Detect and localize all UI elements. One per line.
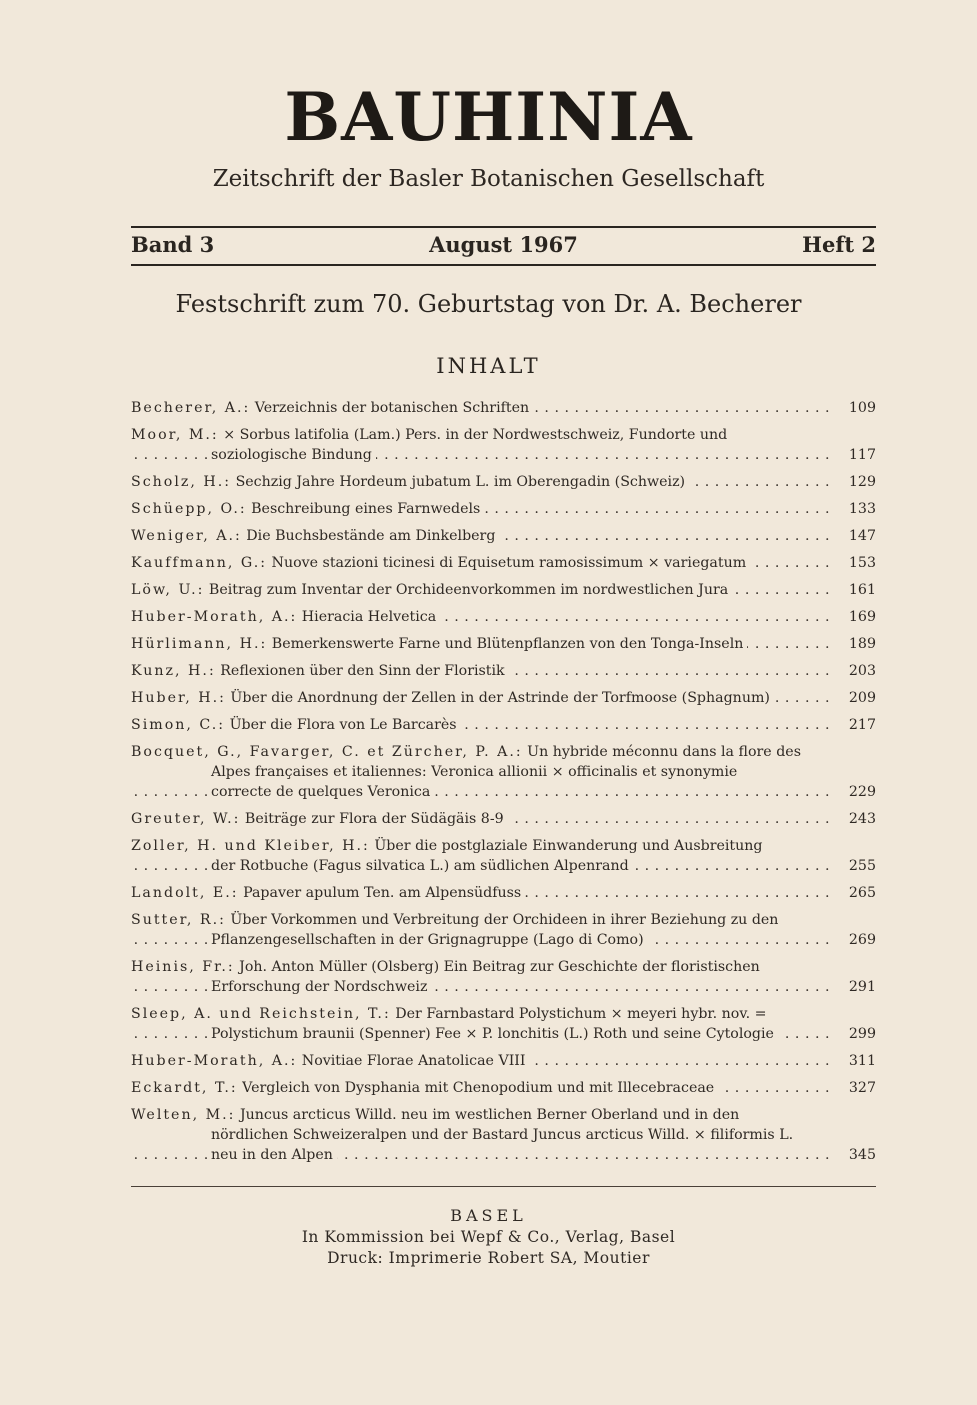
toc-page-number: 169 — [836, 607, 876, 627]
toc-entry — [131, 910, 876, 950]
toc-entry-line — [131, 782, 876, 802]
toc-entry-line — [131, 809, 876, 829]
toc-title: Über Vorkommen und Verbreitung der Orchideen in ihrer Beziehung zu den — [230, 912, 779, 928]
toc-title: Alpes françaises et italiennes: Veronica allionii × officinalis et synonymie — [211, 764, 738, 780]
toc-entry — [131, 1078, 876, 1098]
toc-author: Becherer, A.: — [131, 400, 251, 416]
toc-entry-line — [131, 1145, 876, 1165]
toc-entry-text — [211, 1127, 793, 1143]
toc-entry-text — [131, 663, 509, 679]
toc-page-number: 291 — [836, 977, 876, 997]
toc-title: Beiträge zur Flora der Südägäis 8-9 — [244, 811, 504, 827]
toc-title: Über die Anordnung der Zellen in der Astrinde der Torfmoose (Sphagnum) — [230, 690, 770, 706]
toc-page-number: 117 — [836, 445, 876, 465]
toc-entry-text — [131, 555, 750, 571]
toc-entry — [131, 553, 876, 573]
toc-author: Kauffmann, G.: — [131, 555, 268, 571]
toc-page-number: 243 — [836, 809, 876, 829]
journal-subtitle: Zeitschrift der Basler Botanischen Gesellschaft — [212, 166, 765, 192]
toc-title: Erforschung der Nordschweiz — [211, 979, 428, 995]
heft-number: Heft 2 — [802, 232, 876, 257]
toc-entry-text — [131, 528, 499, 544]
top-rule — [131, 226, 876, 228]
toc-entry — [131, 957, 876, 997]
toc-entry-line — [131, 398, 876, 418]
toc-entry-text — [131, 582, 732, 598]
toc-page-number: 269 — [836, 930, 876, 950]
toc-title: nördlichen Schweizeralpen und der Bastard Juncus arcticus Willd. × filiformis L. — [211, 1127, 794, 1143]
toc-author: Sleep, A. und Reichstein, T.: — [131, 1006, 391, 1022]
toc-entry-line — [131, 526, 876, 546]
imprint-commission: In Kommission bei Wepf & Co., Verlag, Basel — [301, 1228, 676, 1246]
toc-page-number: 189 — [836, 634, 876, 654]
toc-entry-text — [211, 447, 376, 463]
toc-entry-text — [211, 979, 431, 995]
toc-title: Die Buchsbestände am Dinkelberg — [246, 528, 496, 544]
toc-entry-text — [211, 858, 633, 874]
issue-date: August 1967 — [429, 232, 578, 257]
toc-title: Der Farnbastard Polystichum × meyeri hybr. nov. = — [395, 1006, 767, 1022]
toc-entry — [131, 883, 876, 903]
toc-entry-line — [131, 425, 876, 445]
toc-entry — [131, 1105, 876, 1165]
table-of-contents — [131, 398, 876, 1172]
toc-page-number: 265 — [836, 883, 876, 903]
toc-entry-text — [211, 1026, 778, 1042]
toc-entry-text — [131, 427, 727, 443]
toc-entry-line — [131, 883, 876, 903]
toc-author: Simon, C.: — [131, 717, 226, 733]
toc-title: Un hybride méconnu dans la flore des — [527, 744, 801, 760]
toc-title: Polystichum braunii (Spenner) Fee × P. lonchitis (L.) Roth und seine Cytologie — [211, 1026, 774, 1042]
toc-entry-text — [131, 690, 774, 706]
toc-page-number: 129 — [836, 472, 876, 492]
toc-page-number: 327 — [836, 1078, 876, 1098]
imprint-printer: Druck: Imprimerie Robert SA, Moutier — [327, 1249, 650, 1267]
toc-title: Joh. Anton Müller (Olsberg) Ein Beitrag zur Geschichte der floristischen — [239, 959, 760, 975]
toc-entry-line — [131, 977, 876, 997]
toc-title: Juncus arcticus Willd. neu im westlichen Berner Oberland und in den — [239, 1107, 740, 1123]
toc-title: Reflexionen über den Sinn der Floristik — [220, 663, 505, 679]
festschrift-heading: Festschrift zum 70. Geburtstag von Dr. A. Becherer — [175, 290, 802, 318]
toc-entry-text — [211, 1147, 337, 1163]
toc-title: Beschreibung eines Farnwedels — [251, 501, 481, 517]
footer-rule — [131, 1186, 876, 1187]
toc-author: Eckardt, T.: — [131, 1080, 238, 1096]
toc-entry-text — [131, 885, 525, 901]
toc-entry — [131, 809, 876, 829]
toc-author: Moor, M.: — [131, 427, 219, 443]
imprint-city: BASEL — [450, 1206, 527, 1225]
toc-entry-text — [211, 764, 737, 780]
toc-page-number: 109 — [836, 398, 876, 418]
toc-entry-line — [131, 634, 876, 654]
toc-entry-line — [131, 499, 876, 519]
toc-page-number: 147 — [836, 526, 876, 546]
toc-entry — [131, 661, 876, 681]
toc-title: Papaver apulum Ten. am Alpensüdfuss — [243, 885, 522, 901]
toc-entry-text — [131, 1080, 718, 1096]
toc-entry-line — [131, 762, 876, 782]
toc-title: × Sorbus latifolia (Lam.) Pers. in der Nordwestschweiz, Fundorte und — [223, 427, 728, 443]
toc-page-number: 345 — [836, 1145, 876, 1165]
toc-entry-line — [131, 1004, 876, 1024]
toc-entry-line — [131, 607, 876, 627]
toc-title: Hieracia Helvetica — [301, 609, 437, 625]
toc-page-number: 217 — [836, 715, 876, 735]
toc-entry-text — [131, 636, 747, 652]
toc-title: der Rotbuche (Fagus silvatica L.) am südlichen Alpenrand — [211, 858, 629, 874]
toc-title: Sechzig Jahre Hordeum jubatum L. im Oberengadin (Schweiz) — [235, 474, 686, 490]
toc-entry — [131, 580, 876, 600]
toc-entry — [131, 425, 876, 465]
toc-entry-line — [131, 553, 876, 573]
toc-author: Landolt, E.: — [131, 885, 239, 901]
toc-author: Schüepp, O.: — [131, 501, 247, 517]
toc-page-number: 161 — [836, 580, 876, 600]
toc-entry-line — [131, 472, 876, 492]
toc-title: Beitrag zum Inventar der Orchideenvorkommen im nordwestlichen Jura — [208, 582, 729, 598]
toc-entry-text — [131, 717, 461, 733]
toc-author: Sutter, R.: — [131, 912, 226, 928]
toc-author: Huber, H.: — [131, 690, 226, 706]
toc-entry-text — [131, 912, 778, 928]
toc-entry-text — [211, 784, 434, 800]
toc-page-number: 209 — [836, 688, 876, 708]
toc-entry-line — [131, 661, 876, 681]
journal-title: BAUHINIA — [284, 78, 693, 156]
toc-entry — [131, 836, 876, 876]
toc-author: Löw, U.: — [131, 582, 205, 598]
toc-entry-line — [131, 688, 876, 708]
toc-title: Nuove stazioni ticinesi di Equisetum ramosissimum × variegatum — [271, 555, 747, 571]
toc-page-number: 133 — [836, 499, 876, 519]
toc-entry — [131, 607, 876, 627]
toc-entry-line — [131, 742, 876, 762]
toc-entry-text — [131, 1053, 530, 1069]
toc-entry-line — [131, 1078, 876, 1098]
toc-entry — [131, 715, 876, 735]
toc-entry-line — [131, 910, 876, 930]
toc-entry-text — [131, 400, 533, 416]
toc-entry-line — [131, 836, 876, 856]
toc-entry — [131, 1004, 876, 1044]
toc-entry-line — [131, 1024, 876, 1044]
toc-author: Kunz, H.: — [131, 663, 216, 679]
toc-author: Huber-Morath, A.: — [131, 609, 298, 625]
toc-entry-line — [131, 580, 876, 600]
toc-title: Novitiae Florae Anatolicae VIII — [301, 1053, 526, 1069]
toc-entry-text — [131, 811, 508, 827]
toc-entry — [131, 688, 876, 708]
toc-title: Über die Flora von Le Barcarès — [229, 717, 457, 733]
toc-entry-text — [131, 838, 762, 854]
toc-page-number: 203 — [836, 661, 876, 681]
toc-author: Weniger, A.: — [131, 528, 242, 544]
toc-page-number: 153 — [836, 553, 876, 573]
toc-entry-text — [131, 474, 689, 490]
toc-title: Verzeichnis der botanischen Schriften — [254, 400, 530, 416]
toc-entry-text — [131, 1107, 739, 1123]
toc-entry-line — [131, 445, 876, 465]
toc-author: Huber-Morath, A.: — [131, 1053, 298, 1069]
toc-entry-text — [131, 744, 801, 760]
toc-entry-line — [131, 957, 876, 977]
toc-author: Zoller, H. und Kleiber, H.: — [131, 838, 370, 854]
toc-page-number: 299 — [836, 1024, 876, 1044]
toc-entry-line — [131, 930, 876, 950]
toc-page-number: 311 — [836, 1051, 876, 1071]
toc-author: Greuter, W.: — [131, 811, 241, 827]
toc-page-number: 255 — [836, 856, 876, 876]
toc-entry-line — [131, 1125, 876, 1145]
contents-heading: INHALT — [436, 354, 541, 378]
toc-title: correcte de quelques Veronica — [211, 784, 431, 800]
toc-entry-text — [131, 501, 484, 517]
toc-title: Pflanzengesellschaften in der Grignagruppe (Lago di Como) — [211, 932, 644, 948]
toc-entry-text — [131, 609, 440, 625]
toc-entry — [131, 526, 876, 546]
toc-author: Heinis, Fr.: — [131, 959, 235, 975]
toc-entry-line — [131, 715, 876, 735]
toc-author: Welten, M.: — [131, 1107, 236, 1123]
band-number: Band 3 — [131, 232, 215, 257]
issue-info-bar — [131, 232, 876, 260]
toc-title: Bemerkenswerte Farne und Blütenpflanzen von den Tonga-Inseln — [271, 636, 744, 652]
toc-title: soziologische Bindung — [211, 447, 372, 463]
toc-entry — [131, 499, 876, 519]
toc-author: Scholz, H.: — [131, 474, 232, 490]
toc-entry-line — [131, 856, 876, 876]
toc-title: neu in den Alpen — [211, 1147, 333, 1163]
toc-entry — [131, 398, 876, 418]
toc-entry — [131, 742, 876, 802]
toc-entry — [131, 1051, 876, 1071]
toc-entry — [131, 472, 876, 492]
toc-entry — [131, 634, 876, 654]
toc-entry-line — [131, 1105, 876, 1125]
toc-entry-text — [211, 932, 648, 948]
toc-entry-text — [131, 959, 760, 975]
toc-entry-text — [131, 1006, 767, 1022]
toc-author: Hürlimann, H.: — [131, 636, 268, 652]
bottom-rule — [131, 264, 876, 266]
toc-entry-line — [131, 1051, 876, 1071]
toc-title: Vergleich von Dysphania mit Chenopodium und mit Illecebraceae — [242, 1080, 715, 1096]
toc-title: Über die postglaziale Einwanderung und Ausbreitung — [374, 838, 763, 854]
toc-page-number: 229 — [836, 782, 876, 802]
toc-author: Bocquet, G., Favarger, C. et Zürcher, P. A.: — [131, 744, 523, 760]
